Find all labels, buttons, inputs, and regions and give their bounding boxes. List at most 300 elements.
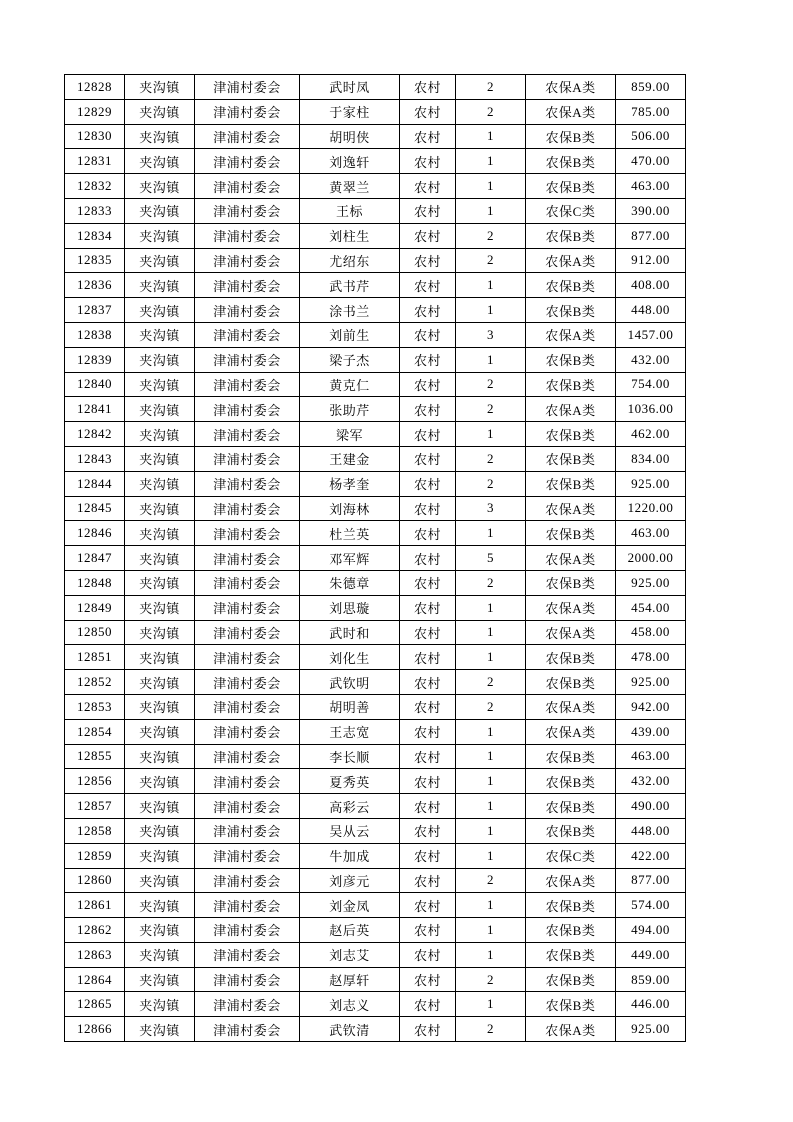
- cell-village_committee: 津浦村委会: [195, 570, 300, 595]
- cell-household_type: 农村: [400, 446, 456, 471]
- cell-person_count: 1: [456, 942, 526, 967]
- table-row: [65, 546, 686, 571]
- cell-amount: 463.00: [616, 521, 686, 546]
- cell-name: 武钦明: [300, 670, 400, 695]
- table-row: [65, 744, 686, 769]
- table-row: [65, 918, 686, 943]
- cell-person_count: 1: [456, 347, 526, 372]
- cell-serial_no: 12843: [65, 446, 125, 471]
- cell-insurance_category: 农保B类: [526, 818, 616, 843]
- cell-serial_no: 12865: [65, 992, 125, 1017]
- cell-insurance_category: 农保A类: [526, 546, 616, 571]
- cell-household_type: 农村: [400, 174, 456, 199]
- cell-serial_no: 12848: [65, 570, 125, 595]
- cell-household_type: 农村: [400, 298, 456, 323]
- cell-village_committee: 津浦村委会: [195, 273, 300, 298]
- table-row: [65, 496, 686, 521]
- cell-serial_no: 12856: [65, 769, 125, 794]
- cell-serial_no: 12836: [65, 273, 125, 298]
- cell-amount: 449.00: [616, 942, 686, 967]
- cell-household_type: 农村: [400, 546, 456, 571]
- cell-name: 刘思璇: [300, 595, 400, 620]
- cell-amount: 446.00: [616, 992, 686, 1017]
- cell-household_type: 农村: [400, 149, 456, 174]
- cell-person_count: 2: [456, 248, 526, 273]
- cell-person_count: 2: [456, 99, 526, 124]
- cell-amount: 439.00: [616, 719, 686, 744]
- cell-insurance_category: 农保A类: [526, 248, 616, 273]
- table-row: [65, 471, 686, 496]
- cell-town: 夹沟镇: [125, 322, 195, 347]
- cell-town: 夹沟镇: [125, 769, 195, 794]
- cell-person_count: 1: [456, 422, 526, 447]
- cell-name: 黄翠兰: [300, 174, 400, 199]
- cell-village_committee: 津浦村委会: [195, 620, 300, 645]
- cell-serial_no: 12831: [65, 149, 125, 174]
- cell-insurance_category: 农保A类: [526, 694, 616, 719]
- cell-person_count: 2: [456, 967, 526, 992]
- cell-insurance_category: 农保B类: [526, 992, 616, 1017]
- cell-insurance_category: 农保A类: [526, 868, 616, 893]
- cell-serial_no: 12839: [65, 347, 125, 372]
- cell-village_committee: 津浦村委会: [195, 794, 300, 819]
- cell-serial_no: 12854: [65, 719, 125, 744]
- cell-household_type: 农村: [400, 620, 456, 645]
- cell-town: 夹沟镇: [125, 645, 195, 670]
- cell-amount: 390.00: [616, 198, 686, 223]
- table-body: [65, 75, 686, 1042]
- cell-village_committee: 津浦村委会: [195, 248, 300, 273]
- cell-person_count: 1: [456, 818, 526, 843]
- cell-name: 刘志艾: [300, 942, 400, 967]
- cell-village_committee: 津浦村委会: [195, 496, 300, 521]
- cell-insurance_category: 农保A类: [526, 75, 616, 100]
- cell-household_type: 农村: [400, 397, 456, 422]
- cell-household_type: 农村: [400, 719, 456, 744]
- cell-serial_no: 12849: [65, 595, 125, 620]
- cell-serial_no: 12828: [65, 75, 125, 100]
- cell-household_type: 农村: [400, 942, 456, 967]
- cell-town: 夹沟镇: [125, 347, 195, 372]
- cell-person_count: 1: [456, 595, 526, 620]
- cell-amount: 432.00: [616, 347, 686, 372]
- cell-person_count: 2: [456, 1017, 526, 1042]
- table-row: [65, 942, 686, 967]
- cell-name: 王建金: [300, 446, 400, 471]
- cell-person_count: 2: [456, 397, 526, 422]
- table-row: [65, 595, 686, 620]
- cell-name: 王标: [300, 198, 400, 223]
- table-row: [65, 372, 686, 397]
- cell-name: 牛加成: [300, 843, 400, 868]
- table-row: [65, 570, 686, 595]
- cell-amount: 490.00: [616, 794, 686, 819]
- cell-town: 夹沟镇: [125, 818, 195, 843]
- cell-village_committee: 津浦村委会: [195, 174, 300, 199]
- cell-household_type: 农村: [400, 744, 456, 769]
- cell-household_type: 农村: [400, 1017, 456, 1042]
- cell-insurance_category: 农保A类: [526, 496, 616, 521]
- cell-town: 夹沟镇: [125, 893, 195, 918]
- cell-town: 夹沟镇: [125, 670, 195, 695]
- cell-town: 夹沟镇: [125, 149, 195, 174]
- table-row: [65, 818, 686, 843]
- cell-insurance_category: 农保B类: [526, 223, 616, 248]
- cell-name: 胡明侠: [300, 124, 400, 149]
- cell-village_committee: 津浦村委会: [195, 868, 300, 893]
- cell-serial_no: 12859: [65, 843, 125, 868]
- cell-serial_no: 12838: [65, 322, 125, 347]
- cell-insurance_category: 农保B类: [526, 347, 616, 372]
- cell-insurance_category: 农保B类: [526, 645, 616, 670]
- cell-insurance_category: 农保B类: [526, 273, 616, 298]
- cell-person_count: 2: [456, 670, 526, 695]
- cell-village_committee: 津浦村委会: [195, 198, 300, 223]
- cell-household_type: 农村: [400, 322, 456, 347]
- cell-serial_no: 12857: [65, 794, 125, 819]
- cell-household_type: 农村: [400, 992, 456, 1017]
- cell-insurance_category: 农保B类: [526, 967, 616, 992]
- cell-village_committee: 津浦村委会: [195, 769, 300, 794]
- cell-village_committee: 津浦村委会: [195, 422, 300, 447]
- cell-name: 胡明善: [300, 694, 400, 719]
- cell-insurance_category: 农保C类: [526, 843, 616, 868]
- table-row: [65, 1017, 686, 1042]
- cell-serial_no: 12852: [65, 670, 125, 695]
- cell-name: 梁军: [300, 422, 400, 447]
- table-row: [65, 124, 686, 149]
- cell-village_committee: 津浦村委会: [195, 694, 300, 719]
- cell-town: 夹沟镇: [125, 298, 195, 323]
- cell-amount: 1457.00: [616, 322, 686, 347]
- cell-town: 夹沟镇: [125, 942, 195, 967]
- cell-serial_no: 12860: [65, 868, 125, 893]
- cell-name: 刘化生: [300, 645, 400, 670]
- cell-village_committee: 津浦村委会: [195, 1017, 300, 1042]
- cell-village_committee: 津浦村委会: [195, 298, 300, 323]
- cell-person_count: 1: [456, 744, 526, 769]
- cell-town: 夹沟镇: [125, 570, 195, 595]
- cell-person_count: 2: [456, 570, 526, 595]
- cell-name: 武时凤: [300, 75, 400, 100]
- cell-village_committee: 津浦村委会: [195, 149, 300, 174]
- cell-insurance_category: 农保C类: [526, 198, 616, 223]
- cell-serial_no: 12835: [65, 248, 125, 273]
- cell-person_count: 3: [456, 322, 526, 347]
- cell-serial_no: 12855: [65, 744, 125, 769]
- cell-town: 夹沟镇: [125, 918, 195, 943]
- cell-amount: 574.00: [616, 893, 686, 918]
- cell-amount: 877.00: [616, 223, 686, 248]
- table-row: [65, 397, 686, 422]
- cell-village_committee: 津浦村委会: [195, 744, 300, 769]
- table-row: [65, 347, 686, 372]
- cell-name: 刘前生: [300, 322, 400, 347]
- table-row: [65, 868, 686, 893]
- cell-person_count: 1: [456, 298, 526, 323]
- cell-serial_no: 12846: [65, 521, 125, 546]
- cell-household_type: 农村: [400, 521, 456, 546]
- cell-person_count: 2: [456, 372, 526, 397]
- cell-person_count: 2: [456, 694, 526, 719]
- cell-serial_no: 12830: [65, 124, 125, 149]
- table-row: [65, 446, 686, 471]
- table-row: [65, 967, 686, 992]
- cell-insurance_category: 农保B类: [526, 769, 616, 794]
- cell-amount: 925.00: [616, 1017, 686, 1042]
- cell-name: 刘志义: [300, 992, 400, 1017]
- cell-household_type: 农村: [400, 422, 456, 447]
- cell-household_type: 农村: [400, 496, 456, 521]
- cell-insurance_category: 农保B类: [526, 124, 616, 149]
- cell-person_count: 2: [456, 471, 526, 496]
- table-row: [65, 273, 686, 298]
- cell-person_count: 1: [456, 149, 526, 174]
- cell-amount: 458.00: [616, 620, 686, 645]
- cell-amount: 859.00: [616, 967, 686, 992]
- table-row: [65, 645, 686, 670]
- cell-person_count: 3: [456, 496, 526, 521]
- cell-village_committee: 津浦村委会: [195, 918, 300, 943]
- cell-insurance_category: 农保B类: [526, 372, 616, 397]
- cell-person_count: 1: [456, 198, 526, 223]
- cell-amount: 448.00: [616, 818, 686, 843]
- cell-serial_no: 12840: [65, 372, 125, 397]
- cell-name: 赵后英: [300, 918, 400, 943]
- cell-household_type: 农村: [400, 868, 456, 893]
- cell-village_committee: 津浦村委会: [195, 893, 300, 918]
- cell-insurance_category: 农保B类: [526, 471, 616, 496]
- cell-amount: 454.00: [616, 595, 686, 620]
- cell-insurance_category: 农保A类: [526, 397, 616, 422]
- cell-amount: 463.00: [616, 744, 686, 769]
- cell-insurance_category: 农保A类: [526, 719, 616, 744]
- cell-insurance_category: 农保B类: [526, 744, 616, 769]
- cell-amount: 470.00: [616, 149, 686, 174]
- cell-name: 武书芹: [300, 273, 400, 298]
- cell-name: 刘柱生: [300, 223, 400, 248]
- cell-person_count: 1: [456, 794, 526, 819]
- cell-serial_no: 12858: [65, 818, 125, 843]
- cell-name: 李长顺: [300, 744, 400, 769]
- cell-village_committee: 津浦村委会: [195, 967, 300, 992]
- cell-town: 夹沟镇: [125, 99, 195, 124]
- cell-town: 夹沟镇: [125, 75, 195, 100]
- cell-household_type: 农村: [400, 570, 456, 595]
- cell-person_count: 1: [456, 645, 526, 670]
- cell-person_count: 2: [456, 868, 526, 893]
- cell-town: 夹沟镇: [125, 868, 195, 893]
- cell-serial_no: 12829: [65, 99, 125, 124]
- cell-person_count: 1: [456, 769, 526, 794]
- cell-name: 尤绍东: [300, 248, 400, 273]
- cell-serial_no: 12851: [65, 645, 125, 670]
- cell-serial_no: 12837: [65, 298, 125, 323]
- cell-town: 夹沟镇: [125, 620, 195, 645]
- cell-town: 夹沟镇: [125, 794, 195, 819]
- cell-insurance_category: 农保A类: [526, 595, 616, 620]
- cell-insurance_category: 农保B类: [526, 893, 616, 918]
- cell-town: 夹沟镇: [125, 422, 195, 447]
- cell-village_committee: 津浦村委会: [195, 645, 300, 670]
- cell-amount: 463.00: [616, 174, 686, 199]
- table-row: [65, 99, 686, 124]
- cell-person_count: 1: [456, 918, 526, 943]
- cell-insurance_category: 农保B类: [526, 570, 616, 595]
- cell-name: 梁子杰: [300, 347, 400, 372]
- cell-household_type: 农村: [400, 248, 456, 273]
- cell-insurance_category: 农保B类: [526, 670, 616, 695]
- cell-amount: 2000.00: [616, 546, 686, 571]
- cell-household_type: 农村: [400, 769, 456, 794]
- cell-village_committee: 津浦村委会: [195, 843, 300, 868]
- cell-amount: 408.00: [616, 273, 686, 298]
- cell-village_committee: 津浦村委会: [195, 521, 300, 546]
- cell-town: 夹沟镇: [125, 248, 195, 273]
- cell-village_committee: 津浦村委会: [195, 223, 300, 248]
- cell-serial_no: 12842: [65, 422, 125, 447]
- cell-village_committee: 津浦村委会: [195, 99, 300, 124]
- table-row: [65, 992, 686, 1017]
- table-row: [65, 794, 686, 819]
- cell-amount: 859.00: [616, 75, 686, 100]
- cell-amount: 877.00: [616, 868, 686, 893]
- cell-insurance_category: 农保B类: [526, 422, 616, 447]
- cell-name: 武钦清: [300, 1017, 400, 1042]
- cell-person_count: 2: [456, 223, 526, 248]
- cell-household_type: 农村: [400, 372, 456, 397]
- cell-household_type: 农村: [400, 893, 456, 918]
- cell-village_committee: 津浦村委会: [195, 992, 300, 1017]
- cell-village_committee: 津浦村委会: [195, 322, 300, 347]
- table-row: [65, 694, 686, 719]
- cell-household_type: 农村: [400, 75, 456, 100]
- cell-insurance_category: 农保A类: [526, 99, 616, 124]
- cell-name: 涂书兰: [300, 298, 400, 323]
- cell-amount: 925.00: [616, 570, 686, 595]
- cell-insurance_category: 农保B类: [526, 174, 616, 199]
- table-row: [65, 248, 686, 273]
- cell-town: 夹沟镇: [125, 397, 195, 422]
- cell-serial_no: 12863: [65, 942, 125, 967]
- cell-household_type: 农村: [400, 223, 456, 248]
- cell-person_count: 1: [456, 174, 526, 199]
- cell-serial_no: 12862: [65, 918, 125, 943]
- cell-town: 夹沟镇: [125, 198, 195, 223]
- cell-amount: 1220.00: [616, 496, 686, 521]
- cell-insurance_category: 农保B类: [526, 149, 616, 174]
- cell-town: 夹沟镇: [125, 744, 195, 769]
- cell-name: 刘逸轩: [300, 149, 400, 174]
- cell-insurance_category: 农保A类: [526, 1017, 616, 1042]
- cell-town: 夹沟镇: [125, 843, 195, 868]
- cell-insurance_category: 农保B类: [526, 794, 616, 819]
- cell-insurance_category: 农保B类: [526, 918, 616, 943]
- cell-town: 夹沟镇: [125, 124, 195, 149]
- cell-amount: 834.00: [616, 446, 686, 471]
- cell-household_type: 农村: [400, 843, 456, 868]
- table-row: [65, 174, 686, 199]
- cell-household_type: 农村: [400, 794, 456, 819]
- table-row: [65, 719, 686, 744]
- cell-name: 刘彦元: [300, 868, 400, 893]
- cell-town: 夹沟镇: [125, 1017, 195, 1042]
- cell-household_type: 农村: [400, 273, 456, 298]
- cell-person_count: 5: [456, 546, 526, 571]
- table-row: [65, 298, 686, 323]
- table-row: [65, 149, 686, 174]
- cell-household_type: 农村: [400, 694, 456, 719]
- cell-name: 杜兰英: [300, 521, 400, 546]
- cell-name: 高彩云: [300, 794, 400, 819]
- table-row: [65, 670, 686, 695]
- cell-household_type: 农村: [400, 645, 456, 670]
- cell-person_count: 1: [456, 992, 526, 1017]
- table-row: [65, 198, 686, 223]
- cell-serial_no: 12866: [65, 1017, 125, 1042]
- cell-serial_no: 12861: [65, 893, 125, 918]
- cell-serial_no: 12853: [65, 694, 125, 719]
- cell-town: 夹沟镇: [125, 992, 195, 1017]
- cell-village_committee: 津浦村委会: [195, 942, 300, 967]
- cell-town: 夹沟镇: [125, 546, 195, 571]
- cell-town: 夹沟镇: [125, 967, 195, 992]
- cell-amount: 912.00: [616, 248, 686, 273]
- cell-household_type: 农村: [400, 124, 456, 149]
- cell-insurance_category: 农保B类: [526, 298, 616, 323]
- cell-town: 夹沟镇: [125, 496, 195, 521]
- cell-amount: 754.00: [616, 372, 686, 397]
- table-row: [65, 521, 686, 546]
- cell-serial_no: 12845: [65, 496, 125, 521]
- cell-amount: 1036.00: [616, 397, 686, 422]
- cell-name: 夏秀英: [300, 769, 400, 794]
- cell-town: 夹沟镇: [125, 521, 195, 546]
- cell-name: 赵厚轩: [300, 967, 400, 992]
- cell-serial_no: 12841: [65, 397, 125, 422]
- cell-person_count: 1: [456, 124, 526, 149]
- cell-person_count: 1: [456, 843, 526, 868]
- cell-household_type: 农村: [400, 595, 456, 620]
- cell-village_committee: 津浦村委会: [195, 372, 300, 397]
- cell-town: 夹沟镇: [125, 174, 195, 199]
- table-row: [65, 893, 686, 918]
- cell-village_committee: 津浦村委会: [195, 347, 300, 372]
- cell-town: 夹沟镇: [125, 595, 195, 620]
- beneficiary-table: [64, 74, 686, 1042]
- cell-name: 邓军辉: [300, 546, 400, 571]
- cell-insurance_category: 农保B类: [526, 521, 616, 546]
- cell-village_committee: 津浦村委会: [195, 124, 300, 149]
- cell-name: 杨孝奎: [300, 471, 400, 496]
- table-row: [65, 620, 686, 645]
- cell-village_committee: 津浦村委会: [195, 546, 300, 571]
- cell-household_type: 农村: [400, 818, 456, 843]
- cell-person_count: 1: [456, 620, 526, 645]
- cell-household_type: 农村: [400, 471, 456, 496]
- cell-household_type: 农村: [400, 99, 456, 124]
- cell-serial_no: 12844: [65, 471, 125, 496]
- cell-serial_no: 12832: [65, 174, 125, 199]
- cell-name: 吴从云: [300, 818, 400, 843]
- table-row: [65, 769, 686, 794]
- cell-village_committee: 津浦村委会: [195, 471, 300, 496]
- cell-household_type: 农村: [400, 918, 456, 943]
- cell-amount: 448.00: [616, 298, 686, 323]
- cell-town: 夹沟镇: [125, 471, 195, 496]
- cell-serial_no: 12847: [65, 546, 125, 571]
- cell-serial_no: 12833: [65, 198, 125, 223]
